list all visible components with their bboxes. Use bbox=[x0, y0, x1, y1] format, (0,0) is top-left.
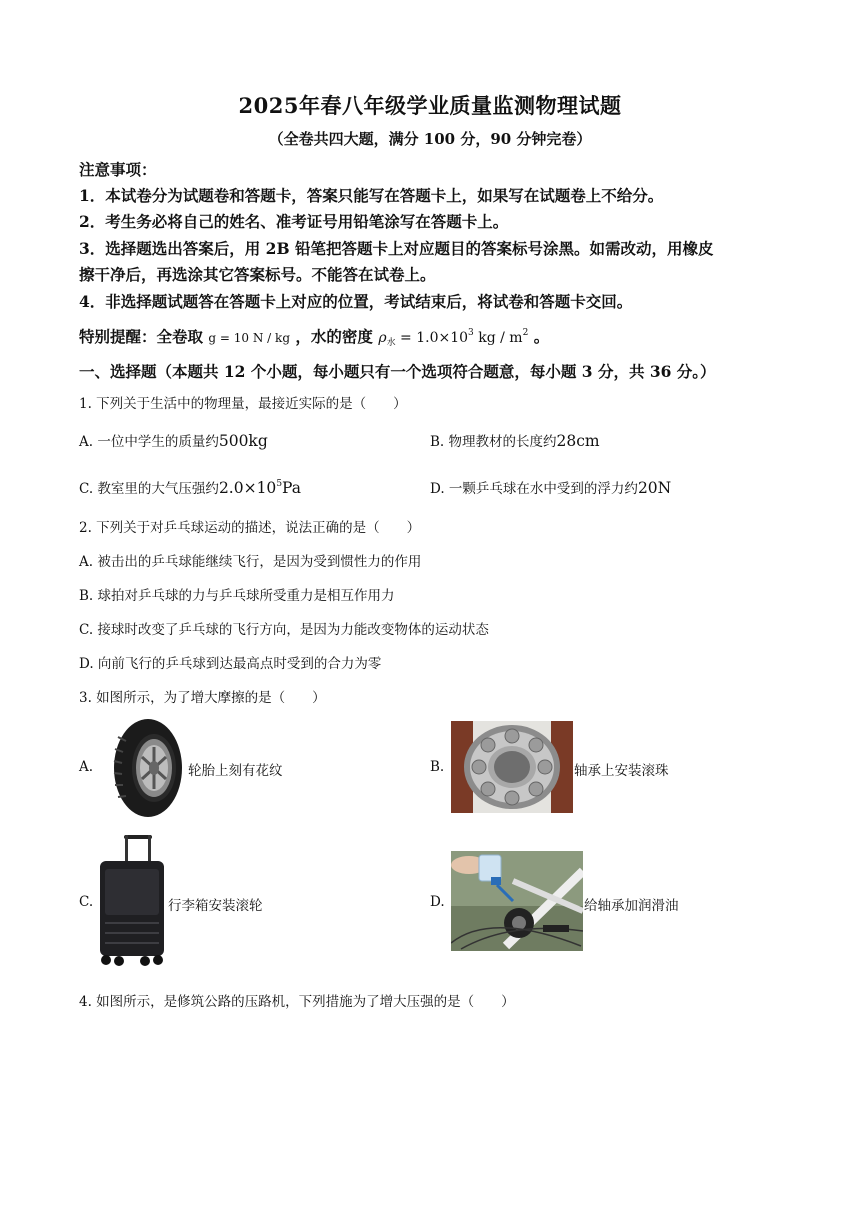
q2-stem: 2. 下列关于对乒乓球运动的描述，说法正确的是（ ） bbox=[79, 520, 421, 536]
q1-b-text: B. 物理教材的长度约 bbox=[430, 434, 557, 450]
notice-item-3-cont: 擦干净后，再选涂其它答案标号。不能答在试卷上。 bbox=[79, 265, 436, 284]
q3-stem: 3. 如图所示，为了增大摩擦的是（ ） bbox=[79, 690, 326, 706]
rho-symbol: ρ bbox=[378, 330, 387, 346]
notice-item-3: 3．选择题选出答案后，用 2B 铅笔把答题卡上对应题目的答案标号涂黑。如需改动，用橡皮 bbox=[79, 239, 714, 258]
q1-option-d bbox=[430, 477, 671, 497]
q1-c-text: C. 教室里的大气压强约 bbox=[79, 481, 219, 497]
rho-exponent: 3 bbox=[468, 328, 474, 338]
notice-heading: 注意事项： bbox=[79, 160, 157, 179]
bearing-icon bbox=[451, 721, 573, 813]
q3-option-c-label: 行李箱安装滚轮 bbox=[168, 898, 263, 914]
bike-oiling-icon bbox=[451, 851, 583, 951]
q1-option-b bbox=[430, 430, 600, 450]
q2-option-a: A. 被击出的乒乓球能继续飞行，是因为受到惯性力的作用 bbox=[79, 554, 422, 570]
notice-item-1: 1．本试卷分为试题卷和答题卡，答案只能写在答题卡上，如果写在试题卷上不给分。 bbox=[79, 186, 664, 205]
tire-icon bbox=[104, 717, 184, 819]
q3-option-b-letter: B. bbox=[430, 759, 445, 775]
reminder-end: 。 bbox=[533, 327, 550, 346]
q2-option-b: B. 球拍对乒乓球的力与乒乓球所受重力是相互作用力 bbox=[79, 588, 395, 604]
special-reminder bbox=[79, 325, 549, 348]
q1-c-exponent: 5 bbox=[276, 479, 283, 489]
notice-item-4: 4．非选择题试题答在答题卡上对应的位置，考试结束后，将试卷和答题卡交回。 bbox=[79, 292, 633, 311]
q1-c-unit: Pa bbox=[282, 479, 302, 497]
g-value: g = 10 N / kg bbox=[208, 331, 290, 345]
q1-b-value: 28cm bbox=[556, 432, 600, 450]
q1-d-text: D. 一颗乒乓球在水中受到的浮力约 bbox=[430, 481, 638, 497]
q3-option-b-label: 轴承上安装滚珠 bbox=[574, 763, 669, 779]
q1-stem: 1. 下列关于生活中的物理量，最接近实际的是（ ） bbox=[79, 396, 407, 412]
notice-item-2: 2．考生务必将自己的姓名、准考证号用铅笔涂写在答题卡上。 bbox=[79, 212, 509, 231]
suitcase-icon bbox=[97, 833, 167, 968]
q3-option-d-letter: D. bbox=[430, 894, 445, 910]
q3-option-c-letter: C. bbox=[79, 894, 94, 910]
q3-option-a-letter: A. bbox=[79, 759, 94, 775]
exam-subtitle: （全卷共四大题，满分 100 分，90 分钟完卷） bbox=[268, 130, 592, 148]
q2-option-d: D. 向前飞行的乒乓球到达最高点时受到的合力为零 bbox=[79, 656, 382, 672]
q4-stem: 4. 如图所示，是修筑公路的压路机，下列措施为了增大压强的是（ ） bbox=[79, 994, 515, 1010]
rho-value: = 1.0×10 bbox=[400, 330, 469, 346]
q3-option-a-label: 轮胎上刻有花纹 bbox=[188, 763, 283, 779]
reminder-mid: ，水的密度 bbox=[295, 327, 373, 346]
section1-heading: 一、选择题（本题共 12 个小题，每小题只有一个选项符合题意，每小题 3 分，共 36 分。） bbox=[79, 362, 716, 381]
q3-option-d-label: 给轴承加润滑油 bbox=[584, 898, 679, 914]
q1-option-a bbox=[79, 430, 268, 450]
rho-subscript: 水 bbox=[386, 338, 396, 348]
q1-d-value: 20N bbox=[637, 479, 672, 497]
q1-a-value: 500kg bbox=[218, 432, 268, 450]
q1-option-c bbox=[79, 477, 301, 497]
q2-option-c: C. 接球时改变了乒乓球的飞行方向，是因为力能改变物体的运动状态 bbox=[79, 622, 489, 638]
reminder-prefix: 特别提醒：全卷取 bbox=[79, 327, 204, 346]
rho-expression bbox=[378, 330, 528, 346]
exam-title: 2025年春八年级学业质量监测物理试题 bbox=[238, 93, 622, 118]
q1-c-value: 2.0×10 bbox=[218, 479, 277, 497]
rho-unit-exponent: 2 bbox=[522, 328, 529, 338]
rho-unit: kg / m bbox=[473, 330, 523, 346]
q1-a-text: A. 一位中学生的质量约 bbox=[79, 434, 219, 450]
